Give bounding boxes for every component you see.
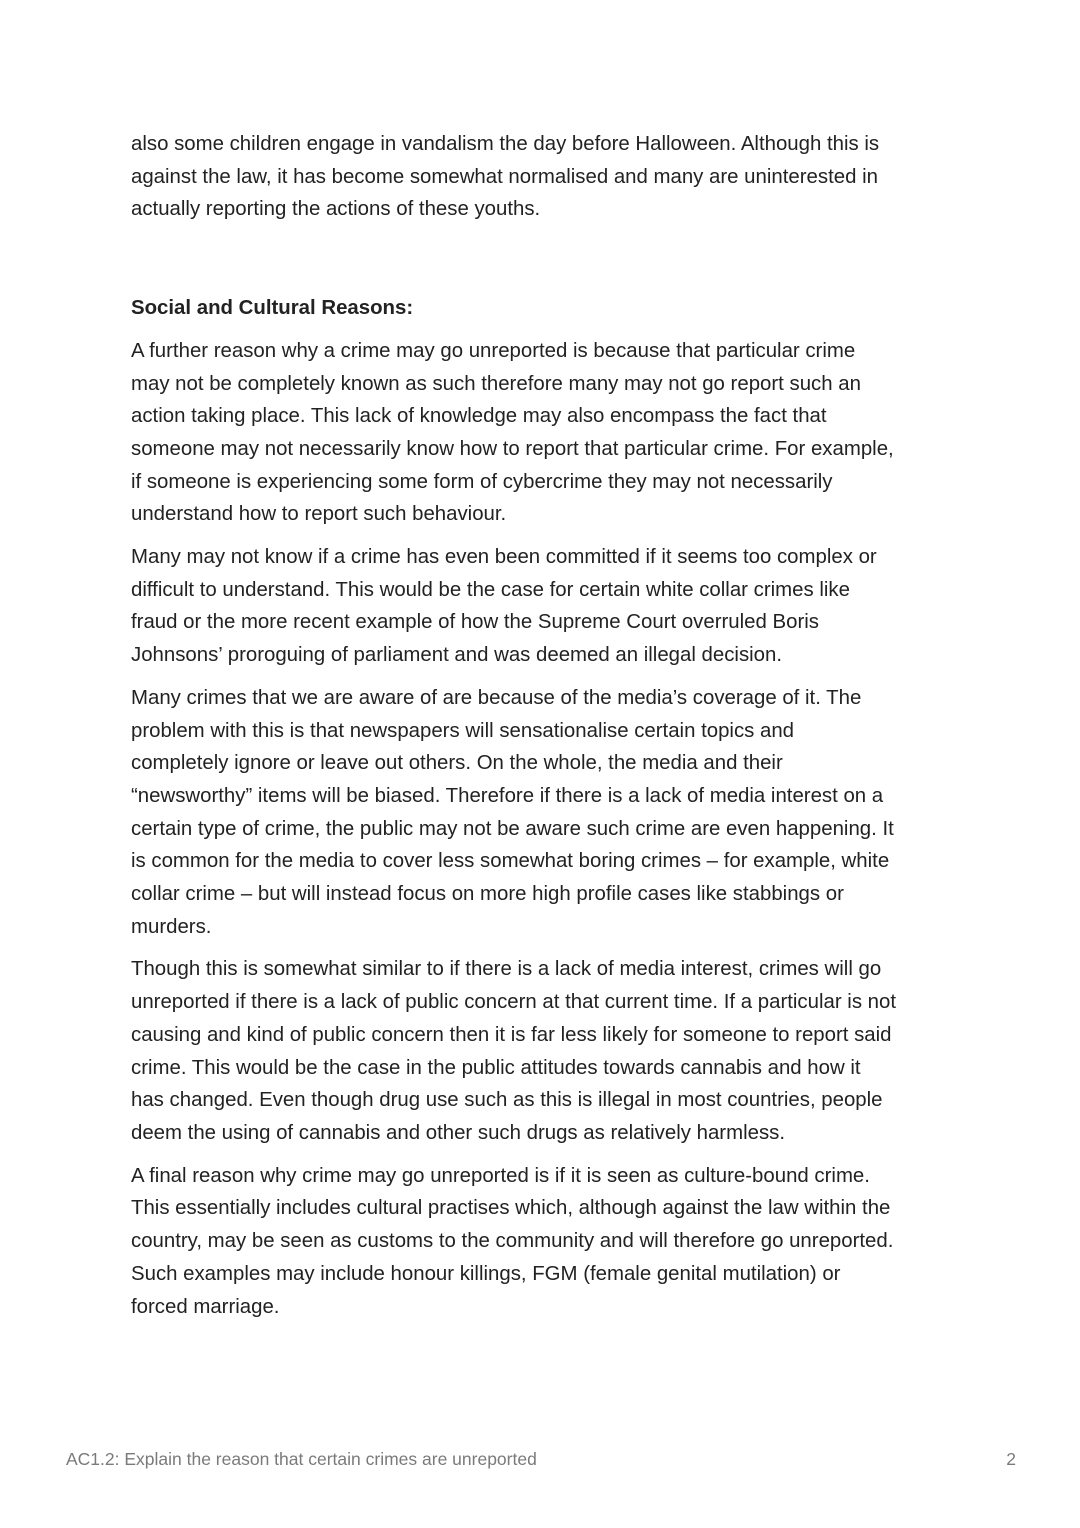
text-line: Such examples may include honour killings, FGM (female genital mutilation) or — [131, 1262, 841, 1285]
text-line: may not be completely known as such therefore many may not go report such an — [131, 372, 861, 395]
text-line: someone may not necessarily know how to report that particular crime. For example, — [131, 437, 894, 460]
text-line: collar crime – but will instead focus on more high profile cases like stabbings or — [131, 883, 844, 906]
text-line: deem the using of cannabis and other such drugs as relatively harmless. — [131, 1121, 785, 1144]
footer-title: AC1.2: Explain the reason that certain crimes are unreported — [66, 1449, 537, 1469]
text-line: difficult to understand. This would be the case for certain white collar crimes like — [131, 578, 850, 601]
paragraph-public-concern — [131, 953, 961, 1149]
text-line: Though this is somewhat similar to if there is a lack of media interest, crimes will go — [131, 958, 882, 981]
text-line: Many may not know if a crime has even been committed if it seems too complex or — [131, 546, 877, 569]
text-line: “newsworthy” items will be biased. Therefore if there is a lack of media interest on a — [131, 784, 884, 807]
text-line: problem with this is that newspapers will sensationalise certain topics and — [131, 719, 795, 742]
text-line: country, may be seen as customs to the community and will therefore go unreported. — [131, 1230, 894, 1253]
intro-paragraph — [131, 128, 961, 226]
text-line: fraud or the more recent example of how the Supreme Court overruled Boris — [131, 611, 819, 634]
text-line: understand how to report such behaviour. — [131, 503, 507, 526]
text-line: A further reason why a crime may go unreported is because that particular crime — [131, 339, 856, 362]
text-line: A final reason why crime may go unreported is if it is seen as culture-bound crime. — [131, 1164, 870, 1187]
paragraph-culture-bound — [131, 1160, 961, 1324]
paragraph-awareness — [131, 335, 961, 531]
text-line: against the law, it has become somewhat normalised and many are uninterested in — [131, 165, 878, 188]
text-line: Many crimes that we are aware of are because of the media’s coverage of it. The — [131, 686, 862, 709]
text-line: unreported if there is a lack of public concern at that current time. If a particular is not — [131, 991, 897, 1014]
text-line: crime. This would be the case in the public attitudes towards cannabis and how it — [131, 1056, 861, 1079]
paragraph-complexity — [131, 541, 961, 672]
section-heading: Social and Cultural Reasons: — [131, 297, 414, 320]
text-line: forced marriage. — [131, 1295, 280, 1318]
text-line: action taking place. This lack of knowledge may also encompass the fact that — [131, 405, 827, 428]
page-number: 2 — [1006, 1449, 1016, 1469]
text-line: murders. — [131, 915, 212, 938]
text-line: This essentially includes cultural practises which, although against the law within the — [131, 1197, 891, 1220]
text-line: actually reporting the actions of these youths. — [131, 198, 541, 221]
text-line: has changed. Even though drug use such as this is illegal in most countries, people — [131, 1089, 883, 1112]
text-line: certain type of crime, the public may not be aware such crime are even happening. It — [131, 817, 894, 840]
paragraph-media — [131, 682, 961, 944]
text-line: Johnsons’ proroguing of parliament and was deemed an illegal decision. — [131, 644, 783, 667]
text-line: is common for the media to cover less somewhat boring crimes – for example, white — [131, 850, 890, 873]
text-line: if someone is experiencing some form of cybercrime they may not necessarily — [131, 470, 833, 493]
document-body — [131, 128, 961, 1333]
text-line: causing and kind of public concern then it is far less likely for someone to report said — [131, 1023, 892, 1046]
text-line: completely ignore or leave out others. On the whole, the media and their — [131, 752, 783, 775]
text-line: also some children engage in vandalism the day before Halloween. Although this is — [131, 133, 880, 155]
